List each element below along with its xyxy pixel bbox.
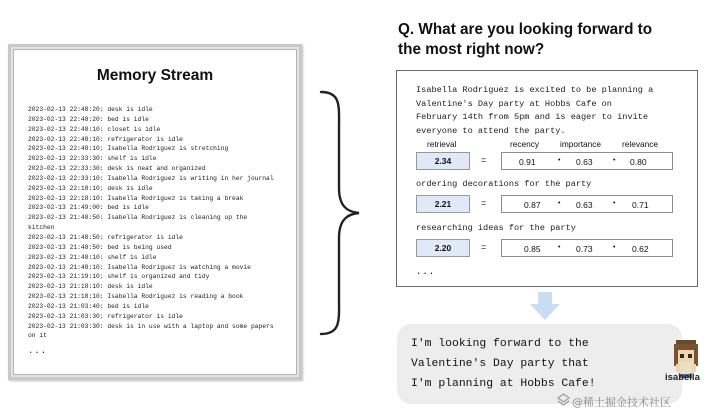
memory-entry: 2023-02-13 22:48:20: bed is idle: [28, 115, 149, 123]
equals-sign: =: [481, 155, 487, 165]
importance-score: 0.73: [576, 244, 593, 254]
dot-operator: •: [558, 157, 561, 164]
relevance-score: 0.71: [632, 200, 649, 210]
question-line: the most right now?: [398, 40, 545, 58]
event-description: [416, 84, 696, 138]
dot-operator: •: [558, 244, 561, 251]
memory-entry: 2023-02-13 22:48:10: refrigerator is idle: [28, 135, 183, 143]
memory-entry: 2023-02-13 21:03:30: desk is in use with a laptop and some papers: [28, 322, 274, 330]
recency-score: 0.85: [524, 244, 541, 254]
header-relevance: relevance: [622, 139, 658, 149]
memory-entry: kitchen: [28, 224, 55, 232]
dot-operator: •: [558, 200, 561, 207]
event-line: Isabella Rodriguez is excited to be planning a: [416, 85, 654, 95]
memory-entry: 2023-02-13 22:18:10: Isabella Rodriguez is taking a break: [28, 194, 244, 202]
dot-operator: •: [613, 157, 616, 164]
watermark-text: @稀土掘金技术社区: [572, 396, 671, 409]
memory-entry: 2023-02-13 21:48:50: refrigerator is idle: [28, 233, 183, 241]
memory-entry: 2023-02-13 21:18:10: Isabella Rodriguez is reading a book: [28, 293, 244, 301]
dot-operator: •: [613, 244, 616, 251]
header-recency: recency: [510, 139, 540, 149]
question-heading: [398, 20, 710, 59]
equals-sign: =: [481, 242, 487, 252]
header-retrieval: retrieval: [427, 139, 457, 149]
retrieval-ellipsis: ...: [416, 267, 436, 277]
avatar-name-label: isabella: [665, 372, 700, 383]
retrieval-panel: [396, 70, 698, 287]
memory-entry: 2023-02-13 22:18:10: desk is idle: [28, 184, 153, 192]
importance-score: 0.63: [576, 200, 593, 210]
answer-line: Valentine's Day party that: [411, 358, 589, 370]
recency-score: 0.87: [524, 200, 541, 210]
memory-entry: 2023-02-13 22:48:10: closet is idle: [28, 125, 161, 133]
memory-entry: 2023-02-13 22:48:20: desk is idle: [28, 106, 153, 113]
memory-entry: 2023-02-13 21:03:40: bed is idle: [28, 302, 149, 310]
event-line: February 14th from 5pm and is eager to invite: [416, 112, 649, 122]
score-formula: [501, 239, 673, 257]
retrieval-score: 2.20: [416, 239, 470, 257]
memory-stream-title: Memory Stream: [96, 67, 214, 84]
score-row: [397, 239, 697, 259]
curly-brace-icon: [313, 88, 365, 338]
memory-entry: 2023-02-13 21:19:10: shelf is organized and tidy: [28, 273, 210, 281]
score-headers: [397, 139, 697, 151]
relevance-score: 0.62: [632, 244, 649, 254]
watermark-logo-icon: [556, 393, 571, 407]
recency-score: 0.91: [519, 157, 536, 167]
memory-entry: 2023-02-13 21:18:10: desk is idle: [28, 283, 153, 291]
answer-line: I'm looking forward to the: [411, 338, 589, 350]
memory-entry: 2023-02-13 21:48:50: Isabella Rodriguez is cleaning up the: [28, 214, 248, 222]
memory-list: [28, 105, 291, 357]
relevance-score: 0.80: [630, 157, 647, 167]
retrieved-memory: researching ideas for the party: [416, 223, 576, 233]
header-importance: importance: [560, 139, 602, 149]
down-arrow-icon: [530, 292, 560, 320]
score-row: [397, 152, 697, 172]
memory-entry: 2023-02-13 21:48:10: shelf is idle: [28, 253, 157, 261]
dot-operator: •: [613, 200, 616, 207]
memory-entry: 2023-02-13 21:49:00: bed is idle: [28, 204, 149, 212]
importance-score: 0.63: [576, 157, 593, 167]
retrieved-memory: ordering decorations for the party: [416, 179, 592, 189]
event-line: Valentine's Day party at Hobbs Cafe on: [416, 98, 612, 109]
memory-ellipsis: ...: [28, 346, 48, 357]
memory-entry: 2023-02-13 22:48:10: Isabella Rodriguez is stretching: [28, 145, 229, 153]
equals-sign: =: [481, 198, 487, 208]
memory-entry: 2023-02-13 21:48:10: Isabella Rodriguez is watching a movie: [28, 263, 251, 271]
memory-entry: 2023-02-13 22:33:10: Isabella Rodriguez is writing in her journal: [28, 174, 274, 182]
memory-entry: on it: [28, 332, 47, 340]
answer-line: I'm planning at Hobbs Cafe!: [411, 378, 596, 390]
memory-stream-panel: [8, 44, 302, 380]
memory-entry: 2023-02-13 21:48:50: bed is being used: [28, 243, 172, 251]
score-formula: [501, 152, 673, 170]
memory-entry: 2023-02-13 22:33:30: desk is neat and organized: [28, 165, 206, 173]
memory-entry: 2023-02-13 22:33:30: shelf is idle: [28, 155, 157, 163]
question-line: Q. What are you looking forward to: [398, 21, 653, 38]
retrieval-score: 2.21: [416, 195, 470, 213]
answer-text: [411, 334, 596, 394]
memory-entry: 2023-02-13 21:03:30: refrigerator is idle: [28, 312, 183, 320]
event-line: everyone to attend the party.: [416, 125, 566, 136]
retrieval-score: 2.34: [416, 152, 470, 170]
score-row: [397, 195, 697, 215]
score-formula: [501, 195, 673, 213]
answer-bubble: [397, 324, 682, 404]
